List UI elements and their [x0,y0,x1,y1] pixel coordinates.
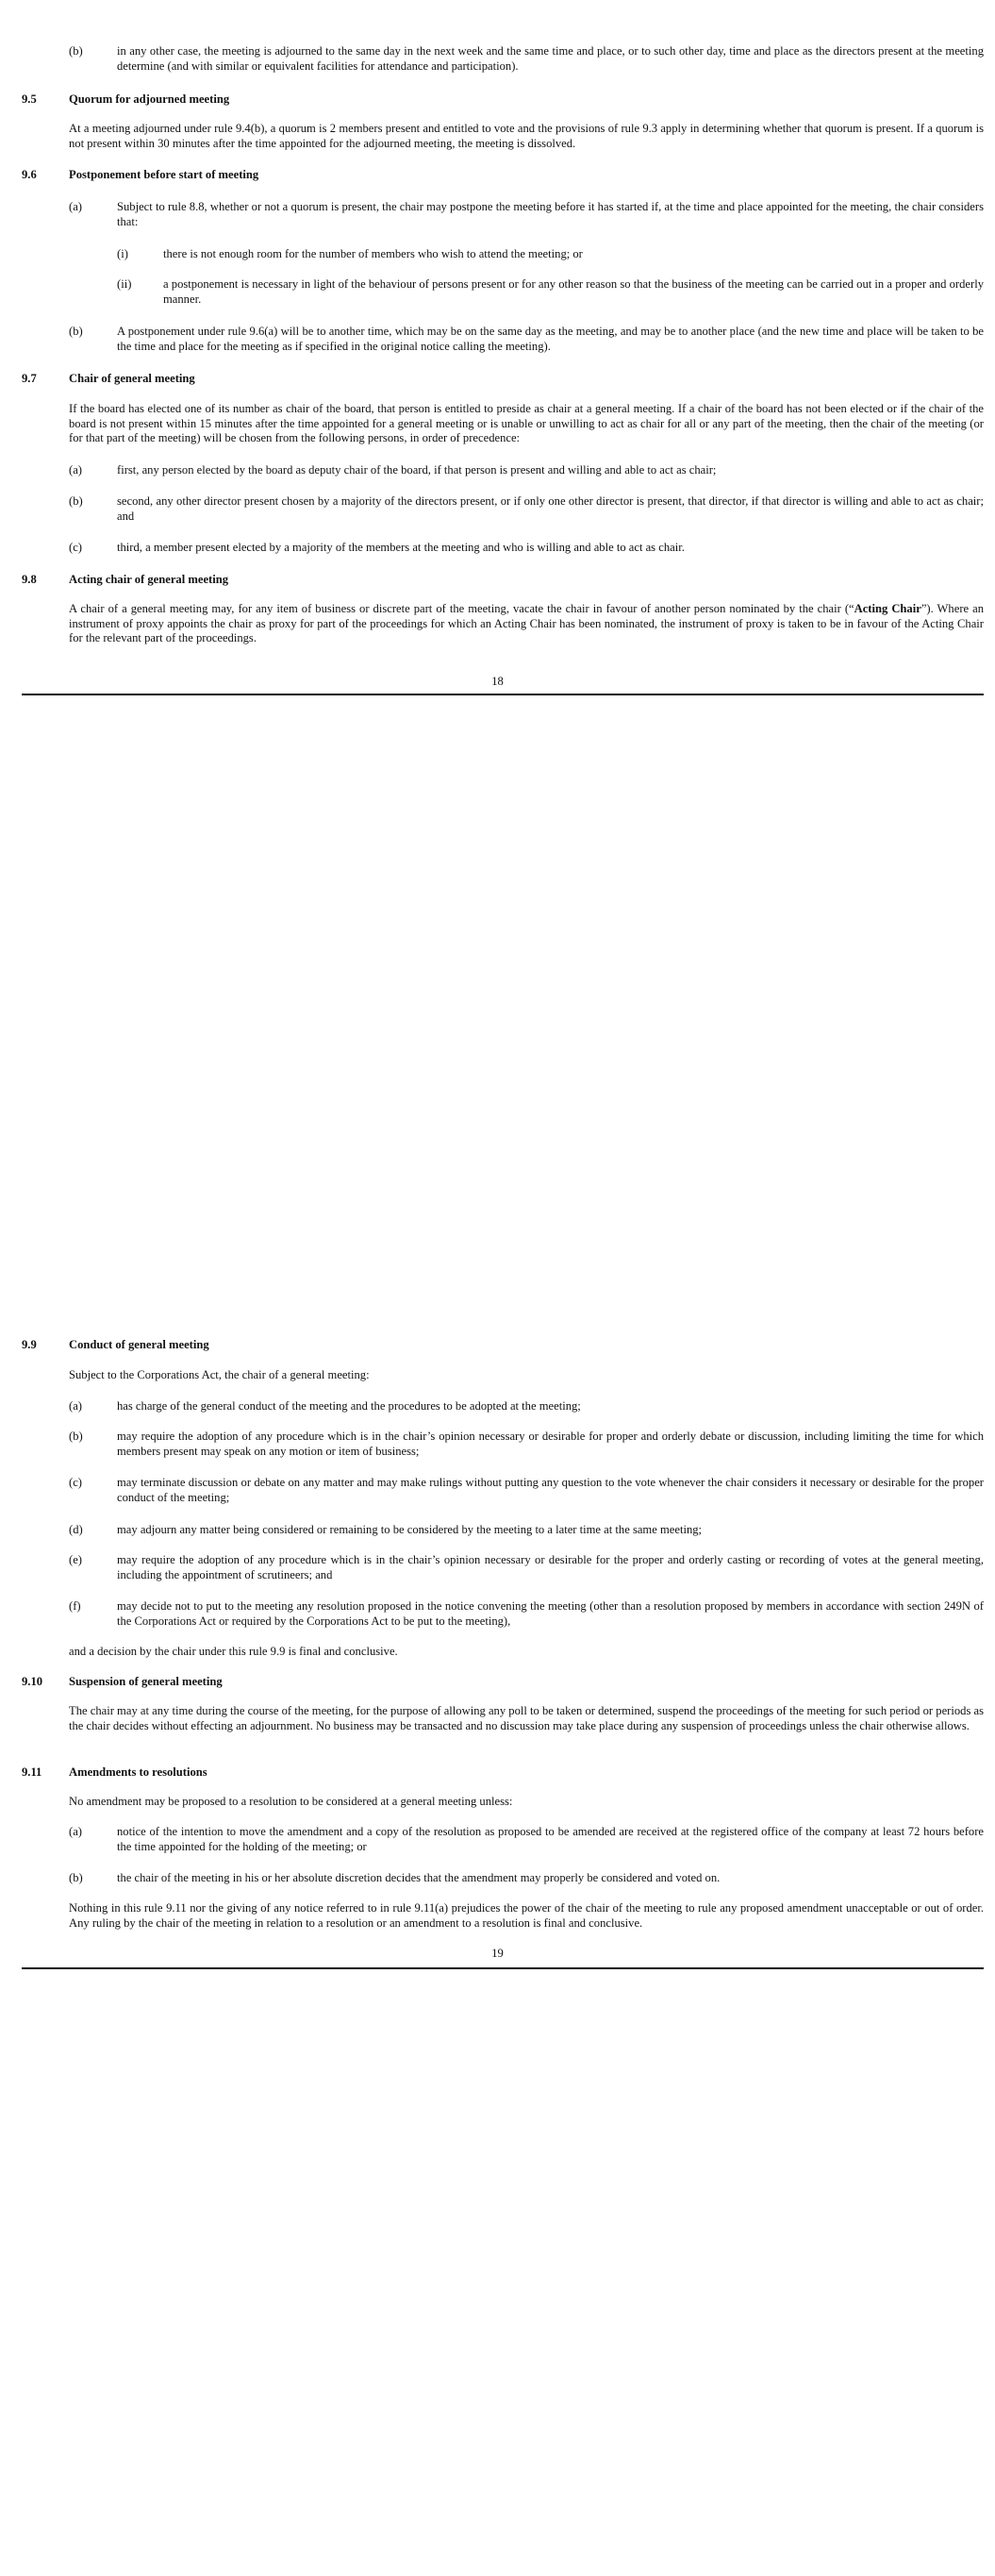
item-label: (d) [69,1523,83,1536]
section-number: 9.9 [22,1338,37,1351]
item-text: has charge of the general conduct of the meeting and the procedures to be adopted at the meeting; [117,1399,581,1413]
item-label: (b) [69,1430,83,1443]
section-number: 9.5 [22,92,37,106]
item-label: (c) [69,541,82,554]
section-heading: Amendments to resolutions [69,1765,207,1779]
subitem-text: there is not enough room for the number of members who wish to attend the meeting; or [163,247,583,260]
page-divider [22,694,984,695]
page-19 [0,1338,995,1930]
section-intro: No amendment may be proposed to a resolution to be considered at a general meeting unless: [69,1795,513,1808]
section-number: 9.6 [22,168,37,181]
section-number: 9.8 [22,573,37,586]
section-heading: Acting chair of general meeting [69,573,229,586]
item-label: (b) [69,1871,83,1884]
page-18 [0,0,995,703]
item-label: (a) [69,200,82,213]
item-text: the chair of the meeting in his or her absolute discretion decides that the amendment may properly be considered and voted on. [117,1871,721,1884]
section-number: 9.11 [22,1765,42,1779]
item-text: may terminate discussion or debate on any matter and may make rulings without putting any question to the vote whenever the chair considers it necessary or desirable for the proper conduct of the meeting; [117,1476,984,1504]
item-text: may require the adoption of any procedure which is in the chair’s opinion necessary or desirable for proper and orderly debate or discussion, including limiting the time for which members present may speak on any motion or item of business; [117,1430,984,1458]
section-body: At a meeting adjourned under rule 9.4(b), a quorum is 2 members present and entitled to vote and the provisions of rule 9.3 apply in determining whether that quorum is present. If a quorum is not present within 30 minutes after the time appointed for the adjourned meeting, the meeting is dissolved. [69,122,984,150]
item-text: may require the adoption of any procedure which is in the chair’s opinion necessary or desirable for the proper and orderly casting or recording of votes at the general meeting, including the appointment of scrutineers; and [117,1553,984,1581]
section-heading: Postponement before start of meeting [69,168,259,181]
section-number: 9.10 [22,1675,43,1688]
item-label: (b) [69,494,83,508]
section-heading: Conduct of general meeting [69,1338,209,1351]
defined-term: Acting Chair [854,602,921,615]
item-label: (a) [69,463,82,477]
item-label: (b) [69,44,83,58]
item-text: may adjourn any matter being considered or remaining to be considered by the meeting to a later time at the same meeting; [117,1523,703,1536]
item-text: notice of the intention to move the amendment and a copy of the resolution as proposed to be amended are received at the registered office of the company at least 72 hours before the time appointed for the holding of the meeting; or [117,1825,984,1853]
item-text: third, a member present elected by a majority of the members at the meeting and who is willing and able to act as chair. [117,541,685,554]
item-label: (a) [69,1399,82,1413]
section-closing: and a decision by the chair under this rule 9.9 is final and conclusive. [69,1645,398,1658]
page-number: 18 [491,675,504,688]
section-heading: Quorum for adjourned meeting [69,92,230,106]
item-text: second, any other director present chosen by a majority of the directors present, or if only one other director is present, that director, if that director is willing and able to act as chair; and [117,494,984,523]
section-heading: Suspension of general meeting [69,1675,223,1688]
item-label: (b) [69,325,83,338]
section-heading: Chair of general meeting [69,372,195,385]
section-body: A chair of a general meeting may, for any item of business or discrete part of the meeting, vacate the chair in favour of another person nominated by the chair (“Acting Chair”). Where an instrument of proxy appoints the chair as proxy for part of the proceedings for which an Acting Chair has been nominated, the instrument of proxy is taken to be in favour of the Acting Chair for the relevant part of the proceedings. [69,602,985,644]
item-text: in any other case, the meeting is adjourned to the same day in the next week and the same time and place, or to such other day, time and place as the directors present at the meeting determine (and with similar or equivalent facilities for attendance and participation). [117,44,984,73]
item-text: first, any person elected by the board as deputy chair of the board, if that person is present and willing and able to act as chair; [117,463,717,477]
item-label: (e) [69,1553,82,1566]
subitem-label: (i) [117,247,128,260]
section-intro: Subject to the Corporations Act, the chair of a general meeting: [69,1368,370,1381]
item-text: A postponement under rule 9.6(a) will be to another time, which may be on the same day as the meeting, and may be to another place (and the new time and place will be taken to be the time and place for the meeting as if specified in the original notice calling the meeting). [117,325,984,353]
section-number: 9.7 [22,372,37,385]
page-divider [22,1967,984,1969]
section-body: The chair may at any time during the course of the meeting, for the purpose of allowing any poll to be taken or determined, suspend the proceedings of the meeting for such period or periods as the chair decides without effecting an adjournment. No business may be transacted and no discussion may take place during any suspension of proceedings unless the chair otherwise allows. [69,1704,984,1732]
section-closing: Nothing in this rule 9.11 nor the giving of any notice referred to in rule 9.11(a) prejudices the power of the chair of the meeting to rule any proposed amendment unacceptable or out of order. Any ruling by the chair of the meeting in relation to a resolution or an amendment to a resolution is final and conclusive. [69,1901,984,1930]
subitem-label: (ii) [117,277,132,291]
item-text: Subject to rule 8.8, whether or not a quorum is present, the chair may postpone the meeting before it has started if, at the time and place appointed for the meeting, the chair considers that: [117,200,984,228]
subitem-text: a postponement is necessary in light of the behaviour of persons present or for any other reason so that the business of the meeting can be carried out in a proper and orderly manner. [163,277,984,306]
section-body: If the board has elected one of its number as chair of the board, that person is entitled to preside as chair at a general meeting. If a chair of the board has not been elected or if the chair of the board is not present within 15 minutes after the time appointed for a general meeting or is unable or unwilling to act as chair for all or any part of the meeting, then the chair of the meeting (or for that part of the meeting) will be chosen from the following persons, in order of precedence: [69,402,984,444]
page-number: 19 [491,1947,504,1960]
item-text: may decide not to put to the meeting any resolution proposed in the notice convening the meeting (other than a resolution proposed by members in accordance with section 249N of the Corporations Act or required by the Corporations Act to be put to the meeting), [117,1599,984,1628]
item-label: (f) [69,1599,81,1613]
item-label: (a) [69,1825,82,1838]
item-label: (c) [69,1476,82,1489]
